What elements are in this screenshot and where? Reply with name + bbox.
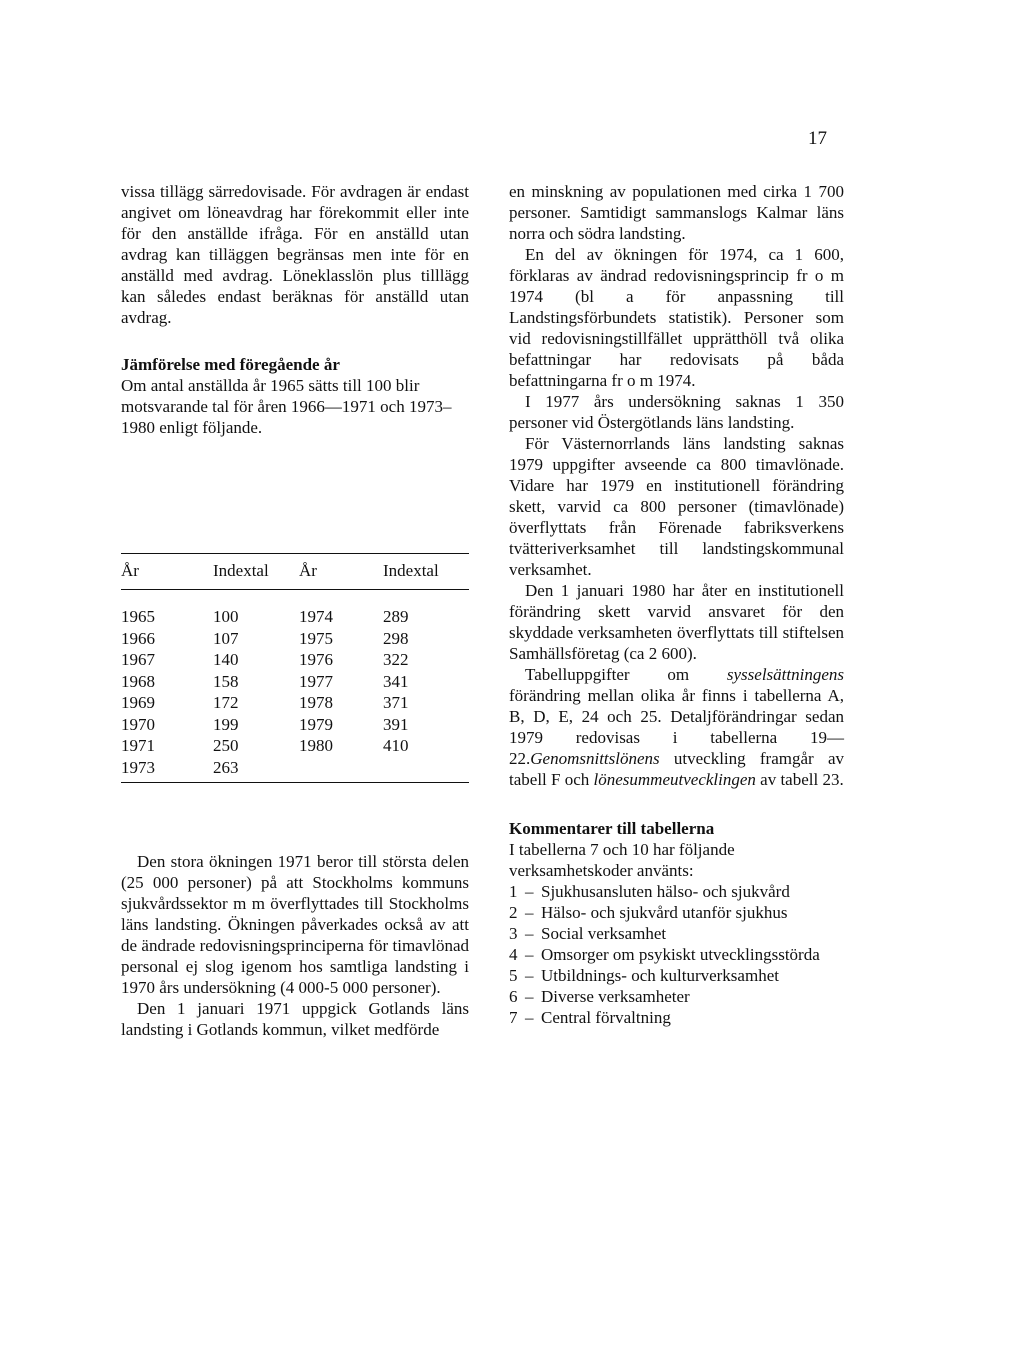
table-cell: 1965 bbox=[121, 607, 155, 626]
page-number: 17 bbox=[808, 128, 827, 149]
table-cell: 1979 bbox=[299, 714, 333, 734]
table-cell: 410 bbox=[383, 736, 409, 755]
paragraph-okningen-1974: En del av ökningen för 1974, ca 1 600, förklaras av ändrad redovisningsprincip fr o m 1974 (bl a för anpassning till Landstingsförbundets statistik). Personer som vid redovisningstillfället upprätthöll två olika befattningar har redovisats på båda befattningarna fr o m 1974. bbox=[509, 245, 844, 390]
table-row bbox=[121, 714, 469, 736]
header-year-1: År bbox=[121, 554, 213, 590]
table-row bbox=[121, 628, 469, 650]
list-item bbox=[509, 881, 844, 902]
table-cell: 100 bbox=[213, 607, 239, 626]
table-cell: 341 bbox=[383, 671, 409, 691]
code-label: Hälso- och sjukvård utanför sjukhus bbox=[541, 903, 788, 922]
text-run: förändring mellan olika år finns i tabellerna A, B, D, E, 24 och 25. Detaljförändringar sedan 1979 redovisas i tabellerna 19—22. bbox=[509, 686, 844, 768]
table-cell: 1976 bbox=[299, 650, 333, 669]
text-run: av tabell 23. bbox=[755, 770, 844, 789]
paragraph-minskning: en minskning av populationen med cirka 1 700 personer. Samtidigt sammanslogs Kalmar läns norra och södra landsting. bbox=[509, 182, 844, 243]
activity-code-list bbox=[509, 881, 844, 1028]
table-cell: 1970 bbox=[121, 714, 155, 734]
dash-glyph: – bbox=[525, 1008, 534, 1027]
table-cell bbox=[383, 757, 469, 783]
index-table bbox=[121, 553, 469, 783]
code-label: Omsorger om psykiskt utvecklingsstörda bbox=[541, 945, 820, 964]
dash-glyph: – bbox=[525, 882, 534, 901]
italic-term-genomsnittslon: Genomsnittslönens bbox=[530, 749, 660, 768]
code-label: Sjukhusansluten hälso- och sjukvård bbox=[541, 882, 790, 901]
table-cell: 1978 bbox=[299, 693, 333, 712]
table-cell bbox=[299, 757, 383, 783]
table-cell: 322 bbox=[383, 650, 409, 669]
right-column bbox=[509, 181, 844, 1028]
table-cell: 140 bbox=[213, 650, 239, 669]
table-cell: 1974 bbox=[299, 607, 333, 626]
table-cell: 1967 bbox=[121, 650, 155, 669]
table-cell: 199 bbox=[213, 714, 239, 734]
table-cell: 172 bbox=[213, 693, 239, 712]
table-row bbox=[121, 671, 469, 693]
code-number: 6 bbox=[509, 987, 518, 1006]
dash-glyph: – bbox=[525, 945, 534, 964]
table-row bbox=[121, 649, 469, 671]
table-cell: 1977 bbox=[299, 671, 333, 691]
section-heading-jamforelse: Jämförelse med föregående år bbox=[121, 355, 340, 374]
code-number: 3 bbox=[509, 924, 518, 943]
table-row bbox=[121, 757, 469, 783]
table-row bbox=[121, 590, 469, 628]
table-cell: 1971 bbox=[121, 736, 155, 755]
code-label: Diverse verksamheter bbox=[541, 987, 690, 1006]
paragraph-1977: I 1977 års undersökning saknas 1 350 personer vid Östergötlands läns landsting. bbox=[509, 392, 844, 432]
table-row bbox=[121, 735, 469, 757]
code-label: Utbildnings- och kulturverksamhet bbox=[541, 966, 779, 985]
code-number: 5 bbox=[509, 966, 518, 985]
italic-term-lonesumme: lönesummeutvecklingen bbox=[593, 770, 756, 789]
paragraph-1980: Den 1 januari 1980 har åter en institutionell förändring skett varvid ansvaret för den skyddade verksamheten överflyttats till stiftelsen Samhällsföretag (ca 2 600). bbox=[509, 581, 844, 663]
paragraph-okningen-1971: Den stora ökningen 1971 beror till största delen (25 000 personer) på att Stockholms kommuns sjukvårdssektor m m överflyttades till Stockholms läns landsting. Ökningen påverkades också av att de ändrade redovisningsprinciperna för timavlönad personal ej slog igenom hos samtliga landsting i 1970 års undersökning (4 000-5 000 personer). bbox=[121, 852, 469, 997]
table-cell: 1980 bbox=[299, 736, 333, 755]
section-heading-kommentarer: Kommentarer till tabellerna bbox=[509, 819, 715, 838]
table-cell: 1969 bbox=[121, 693, 155, 712]
code-label: Central förvaltning bbox=[541, 1008, 671, 1027]
table-cell: 250 bbox=[213, 736, 239, 755]
dash-glyph: – bbox=[525, 966, 534, 985]
list-item bbox=[509, 902, 844, 923]
table-cell: 107 bbox=[213, 628, 239, 648]
code-number: 4 bbox=[509, 945, 518, 964]
index-table-wrapper bbox=[121, 553, 469, 783]
list-item bbox=[509, 944, 844, 965]
table-cell: 371 bbox=[383, 693, 409, 712]
right-lower-text bbox=[509, 818, 844, 1028]
italic-term-sysselsattning: sysselsättningens bbox=[726, 665, 844, 684]
table-cell: 158 bbox=[213, 671, 239, 691]
table-cell: 289 bbox=[383, 607, 409, 626]
paragraph-gotland: Den 1 januari 1971 uppgick Gotlands läns landsting i Gotlands kommun, vilket medförde bbox=[121, 999, 469, 1039]
paragraph-vasternorrland: För Västernorrlands läns landsting saknas 1979 uppgifter avseende ca 800 timavlönade. Vidare har 1979 en institutionell förändring skett, varvid ca 800 personer (timavlönade) överflyttats från Förenade fabriksverkens tvätteriverksamhet till landstingskommunal verksamhet. bbox=[509, 434, 844, 579]
paragraph-koder-intro: I tabellerna 7 och 10 har följande verksamhetskoder använts: bbox=[509, 840, 735, 880]
header-index-2: Indextal bbox=[383, 554, 469, 590]
text-run: utveckling framgår av tabell F och bbox=[509, 749, 844, 789]
paragraph-jamforelse: Om antal anställda år 1965 sätts till 100 blir motsvarande tal för åren 1966—1971 och 1973–1980 enligt följande. bbox=[121, 376, 452, 437]
code-label: Social verksamhet bbox=[541, 924, 667, 943]
header-index-1: Indextal bbox=[213, 554, 299, 590]
table-row bbox=[121, 692, 469, 714]
table-cell: 1973 bbox=[121, 757, 155, 777]
table-header-row bbox=[121, 554, 469, 590]
table-cell: 1968 bbox=[121, 671, 155, 691]
header-year-2: År bbox=[299, 554, 383, 590]
table-cell: 263 bbox=[213, 757, 239, 777]
code-number: 7 bbox=[509, 1008, 518, 1027]
table-cell: 1975 bbox=[299, 628, 333, 648]
table-cell: 298 bbox=[383, 628, 409, 648]
dash-glyph: – bbox=[525, 987, 534, 1006]
code-number: 2 bbox=[509, 903, 518, 922]
list-item bbox=[509, 1007, 844, 1028]
paragraph-tillagg: vissa tillägg särredovisade. För avdragen är endast angivet om löneavdrag har förekommit eller inte för den anställde ifråga. För en anställd utan avdrag kan tilläggen begränsas men inte för en anställd med avdrag. Löneklasslön plus tilllägg kan således endast beräknas för anställd utan avdrag. bbox=[121, 182, 469, 327]
table-cell: 391 bbox=[383, 714, 409, 734]
paragraph-tabelluppgifter bbox=[509, 664, 844, 790]
dash-glyph: – bbox=[525, 924, 534, 943]
text-run: Tabelluppgifter om bbox=[525, 665, 727, 684]
table-cell: 1966 bbox=[121, 628, 155, 648]
left-lower-text bbox=[121, 851, 469, 1040]
list-item bbox=[509, 965, 844, 986]
left-column bbox=[121, 181, 469, 1040]
list-item bbox=[509, 923, 844, 944]
list-item bbox=[509, 986, 844, 1007]
dash-glyph: – bbox=[525, 903, 534, 922]
code-number: 1 bbox=[509, 882, 518, 901]
